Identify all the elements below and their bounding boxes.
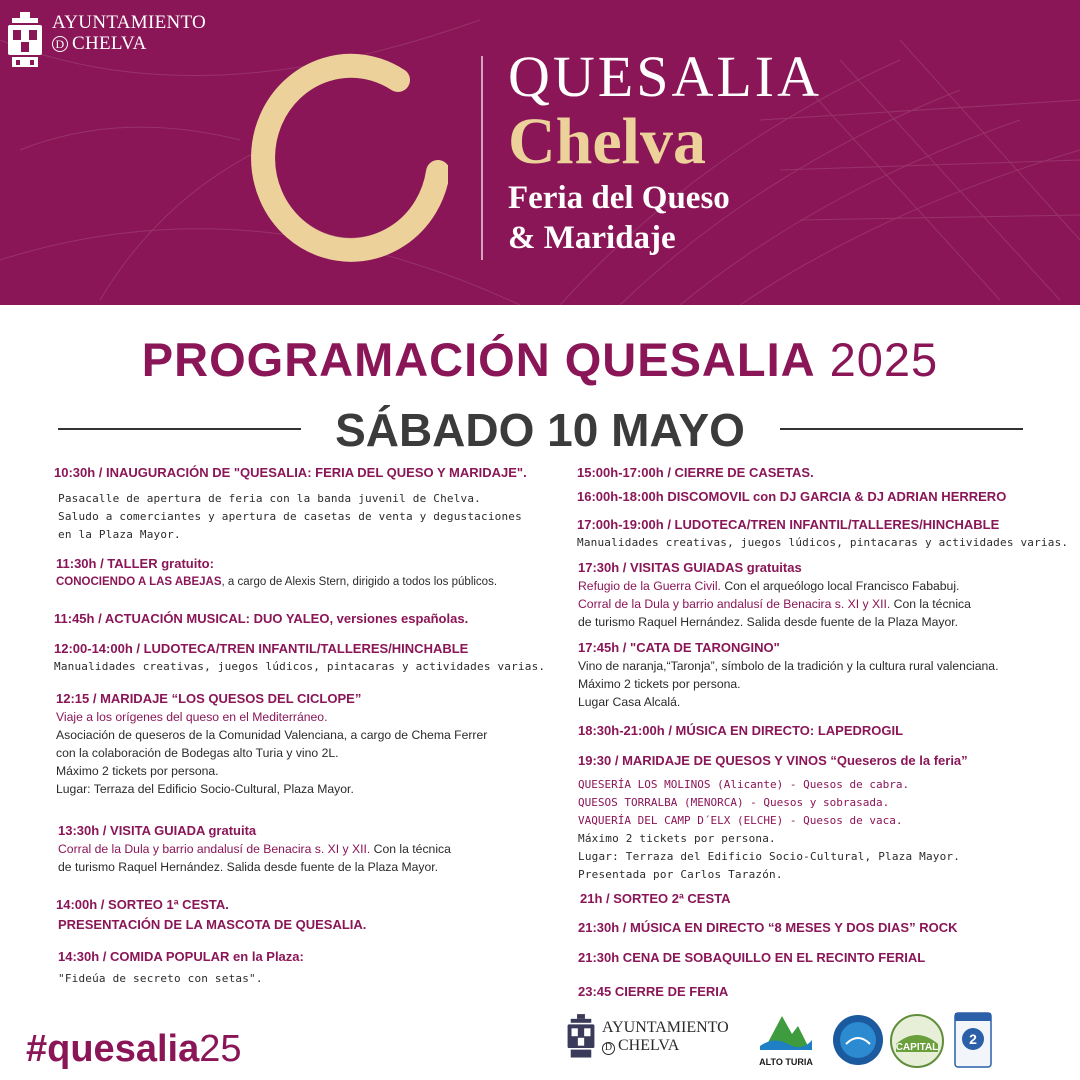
town-crest-icon	[6, 12, 44, 70]
event-line: con la colaboración de Bodegas alto Turia y vino 2L.	[56, 746, 339, 760]
event-line: Presentada por Carlos Tarazón.	[578, 868, 783, 881]
event-head: 10:30h / INAUGURACIÓN DE "QUESALIA: FERIA DEL QUESO Y MARIDAJE".	[54, 465, 527, 480]
event-head: 17:30h / VISITAS GUIADAS gratuitas	[578, 560, 802, 575]
event-head: 17:45h / "CATA DE TARONGINO"	[578, 640, 780, 655]
event-highlight: Refugio de la Guerra Civil.	[578, 579, 721, 593]
brush-ring-logo	[248, 52, 448, 262]
event-cata-tarongino	[578, 639, 998, 711]
program-title	[0, 333, 1080, 387]
capital-rural-logo-icon	[890, 1014, 944, 1068]
ayuntamiento-label: AYUNTAMIENTO	[52, 12, 207, 33]
event-head: PRESENTACIÓN DE LA MASCOTA DE QUESALIA.	[58, 917, 367, 932]
event-line: Lugar Casa Alcalá.	[578, 695, 681, 709]
header-banner	[0, 0, 1080, 305]
event-ludoteca-1	[54, 640, 545, 676]
brand-quesalia: QUESALIA	[508, 44, 822, 109]
event-line: de turismo Raquel Hernández. Salida desde fuente de la Plaza Mayor.	[58, 860, 439, 874]
day-rule-left	[58, 428, 301, 430]
event-head: 18:30h-21:00h / MÚSICA EN DIRECTO: LAPEDROGIL	[578, 723, 904, 738]
program-title-year: 2025	[829, 333, 939, 386]
event-visita-guiada	[58, 822, 451, 876]
event-actuacion	[54, 610, 468, 628]
event-highlight: CONOCIENDO A LAS ABEJAS	[56, 576, 222, 588]
day-heading-row	[0, 404, 1080, 456]
d-monogram: D	[602, 1042, 615, 1055]
quesalia-brand	[508, 46, 822, 258]
chelva-label: CHELVA	[618, 1037, 680, 1054]
event-cena-sobaquillo	[578, 949, 925, 967]
event-line: Con el arqueólogo local Francisco Fababuj.	[720, 579, 960, 593]
event-inauguracion	[54, 464, 527, 544]
day-rule-right	[780, 428, 1023, 430]
badge-number: 2	[969, 1031, 977, 1047]
hashtag-num: 25	[199, 1028, 242, 1070]
event-highlight: Corral de la Dula y barrio andalusí de Benacira s. XI y XII.	[578, 597, 891, 611]
event-line: Con la técnica	[890, 597, 971, 611]
town-crest-icon	[566, 1014, 596, 1060]
event-head: 16:00h-18:00h DISCOMOVIL con DJ GARCIA & DJ ADRIAN HERRERO	[577, 489, 1007, 504]
event-line: Máximo 2 tickets por persona.	[56, 764, 219, 778]
event-head: 12:00-14:00h / LUDOTECA/TREN INFANTIL/TALLERES/HINCHABLE	[54, 641, 469, 656]
brand-chelva: Chelva	[508, 105, 706, 178]
event-line: QUESOS TORRALBA (MENORCA) - Quesos y sobrasada.	[578, 796, 890, 809]
event-ludoteca-2	[577, 516, 1068, 552]
event-musica-rock	[578, 919, 958, 937]
capital-label: CAPITAL	[895, 1042, 939, 1053]
event-line: en la Plaza Mayor.	[58, 528, 181, 541]
event-head: 13:30h / VISITA GUIADA gratuita	[58, 823, 257, 838]
alto-turia-label: ALTO TURIA	[759, 1057, 813, 1067]
event-line: Lugar: Terraza del Edificio Socio-Cultural, Plaza Mayor.	[578, 850, 961, 863]
event-head: 21h / SORTEO 2ª CESTA	[580, 891, 731, 906]
event-line: Viaje a los orígenes del queso en el Mediterráneo.	[56, 710, 328, 724]
event-head: 21:30h / MÚSICA EN DIRECTO “8 MESES Y DOS DIAS” ROCK	[578, 920, 958, 935]
d-monogram: D	[52, 36, 68, 52]
event-line: , a cargo de Alexis Stern, dirigido a todos los públicos.	[221, 576, 498, 588]
event-line: Lugar: Terraza del Edificio Socio-Cultural, Plaza Mayor.	[56, 782, 354, 796]
event-line: Máximo 2 tickets por persona.	[578, 832, 776, 845]
event-line: Pasacalle de apertura de feria con la banda juvenil de Chelva.	[58, 492, 481, 505]
event-line: Vino de naranja,“Taronja”, símbolo de la tradición y la cultura rural valenciana.	[578, 659, 999, 673]
event-highlight: Corral de la Dula y barrio andalusí de Benacira s. XI y XII.	[58, 842, 371, 856]
event-head: 11:30h / TALLER gratuito:	[56, 556, 214, 571]
event-maridaje-ciclope	[56, 690, 487, 798]
event-line: VAQUERÍA DEL CAMP D´ELX (ELCHE) - Quesos de vaca.	[578, 814, 903, 827]
event-visitas-guiadas	[578, 559, 971, 631]
event-head: 21:30h CENA DE SOBAQUILLO EN EL RECINTO FERIAL	[578, 950, 926, 965]
event-line: Asociación de queseros de la Comunidad Valenciana, a cargo de Chema Ferrer	[56, 728, 488, 742]
event-head: 19:30 / MARIDAJE DE QUESOS Y VINOS “Queseros de la feria”	[578, 753, 968, 768]
chelva-label: CHELVA	[72, 33, 147, 54]
ayuntamiento-logo-top	[6, 12, 206, 70]
event-line: Máximo 2 tickets por persona.	[578, 677, 741, 691]
event-line: Con la técnica	[370, 842, 451, 856]
award-badge-icon	[954, 1012, 992, 1068]
event-head: 12:15 / MARIDAJE “LOS QUESOS DEL CICLOPE”	[56, 691, 362, 706]
header-divider	[481, 56, 483, 260]
event-line: Manualidades creativas, juegos lúdicos, pintacaras y actividades varias.	[577, 536, 1069, 549]
event-head: 14:30h / COMIDA POPULAR en la Plaza:	[58, 949, 304, 964]
program-title-main: PROGRAMACIÓN QUESALIA	[141, 333, 816, 386]
day-heading: SÁBADO 10 MAYO	[335, 404, 745, 456]
brand-maridaje: & Maridaje	[508, 220, 676, 256]
ayuntamiento-logo-bottom	[566, 1014, 729, 1060]
alto-turia-logo-icon	[758, 1010, 814, 1056]
event-line: QUESERÍA LOS MOLINOS (Alicante) - Quesos de cabra.	[578, 778, 910, 791]
event-head: 23:45 CIERRE DE FERIA	[578, 984, 729, 999]
reserva-biosfera-logo-icon	[832, 1014, 884, 1066]
event-discomovil	[577, 488, 1006, 506]
event-sorteo-2	[580, 890, 731, 908]
event-head: 11:45h / ACTUACIÓN MUSICAL: DUO YALEO, versiones españolas.	[54, 611, 469, 626]
event-maridaje-queseros	[578, 752, 968, 884]
event-head: 15:00h-17:00h / CIERRE DE CASETAS.	[577, 465, 814, 480]
event-head: 17:00h-19:00h / LUDOTECA/TREN INFANTIL/TALLERES/HINCHABLE	[577, 517, 1000, 532]
event-line: Manualidades creativas, juegos lúdicos, pintacaras y actividades varias.	[54, 660, 546, 673]
hashtag	[26, 1026, 242, 1072]
event-taller	[56, 555, 497, 591]
event-line: "Fideúa de secreto con setas".	[58, 972, 263, 985]
ayuntamiento-label: AYUNTAMIENTO	[602, 1019, 729, 1036]
hashtag-bold: #quesalia	[26, 1028, 200, 1070]
event-line: de turismo Raquel Hernández. Salida desde fuente de la Plaza Mayor.	[578, 615, 959, 629]
event-line: Saludo a comerciantes y apertura de casetas de venta y degustaciones	[58, 510, 522, 523]
event-comida-popular	[58, 948, 304, 988]
event-head: 14:00h / SORTEO 1ª CESTA.	[56, 897, 229, 912]
event-cierre-casetas	[577, 464, 814, 482]
brand-feria: Feria del Queso	[508, 180, 730, 216]
event-musica-lapedrogil	[578, 722, 903, 740]
event-cierre-feria	[578, 983, 728, 1001]
event-sorteo-1	[56, 896, 366, 934]
